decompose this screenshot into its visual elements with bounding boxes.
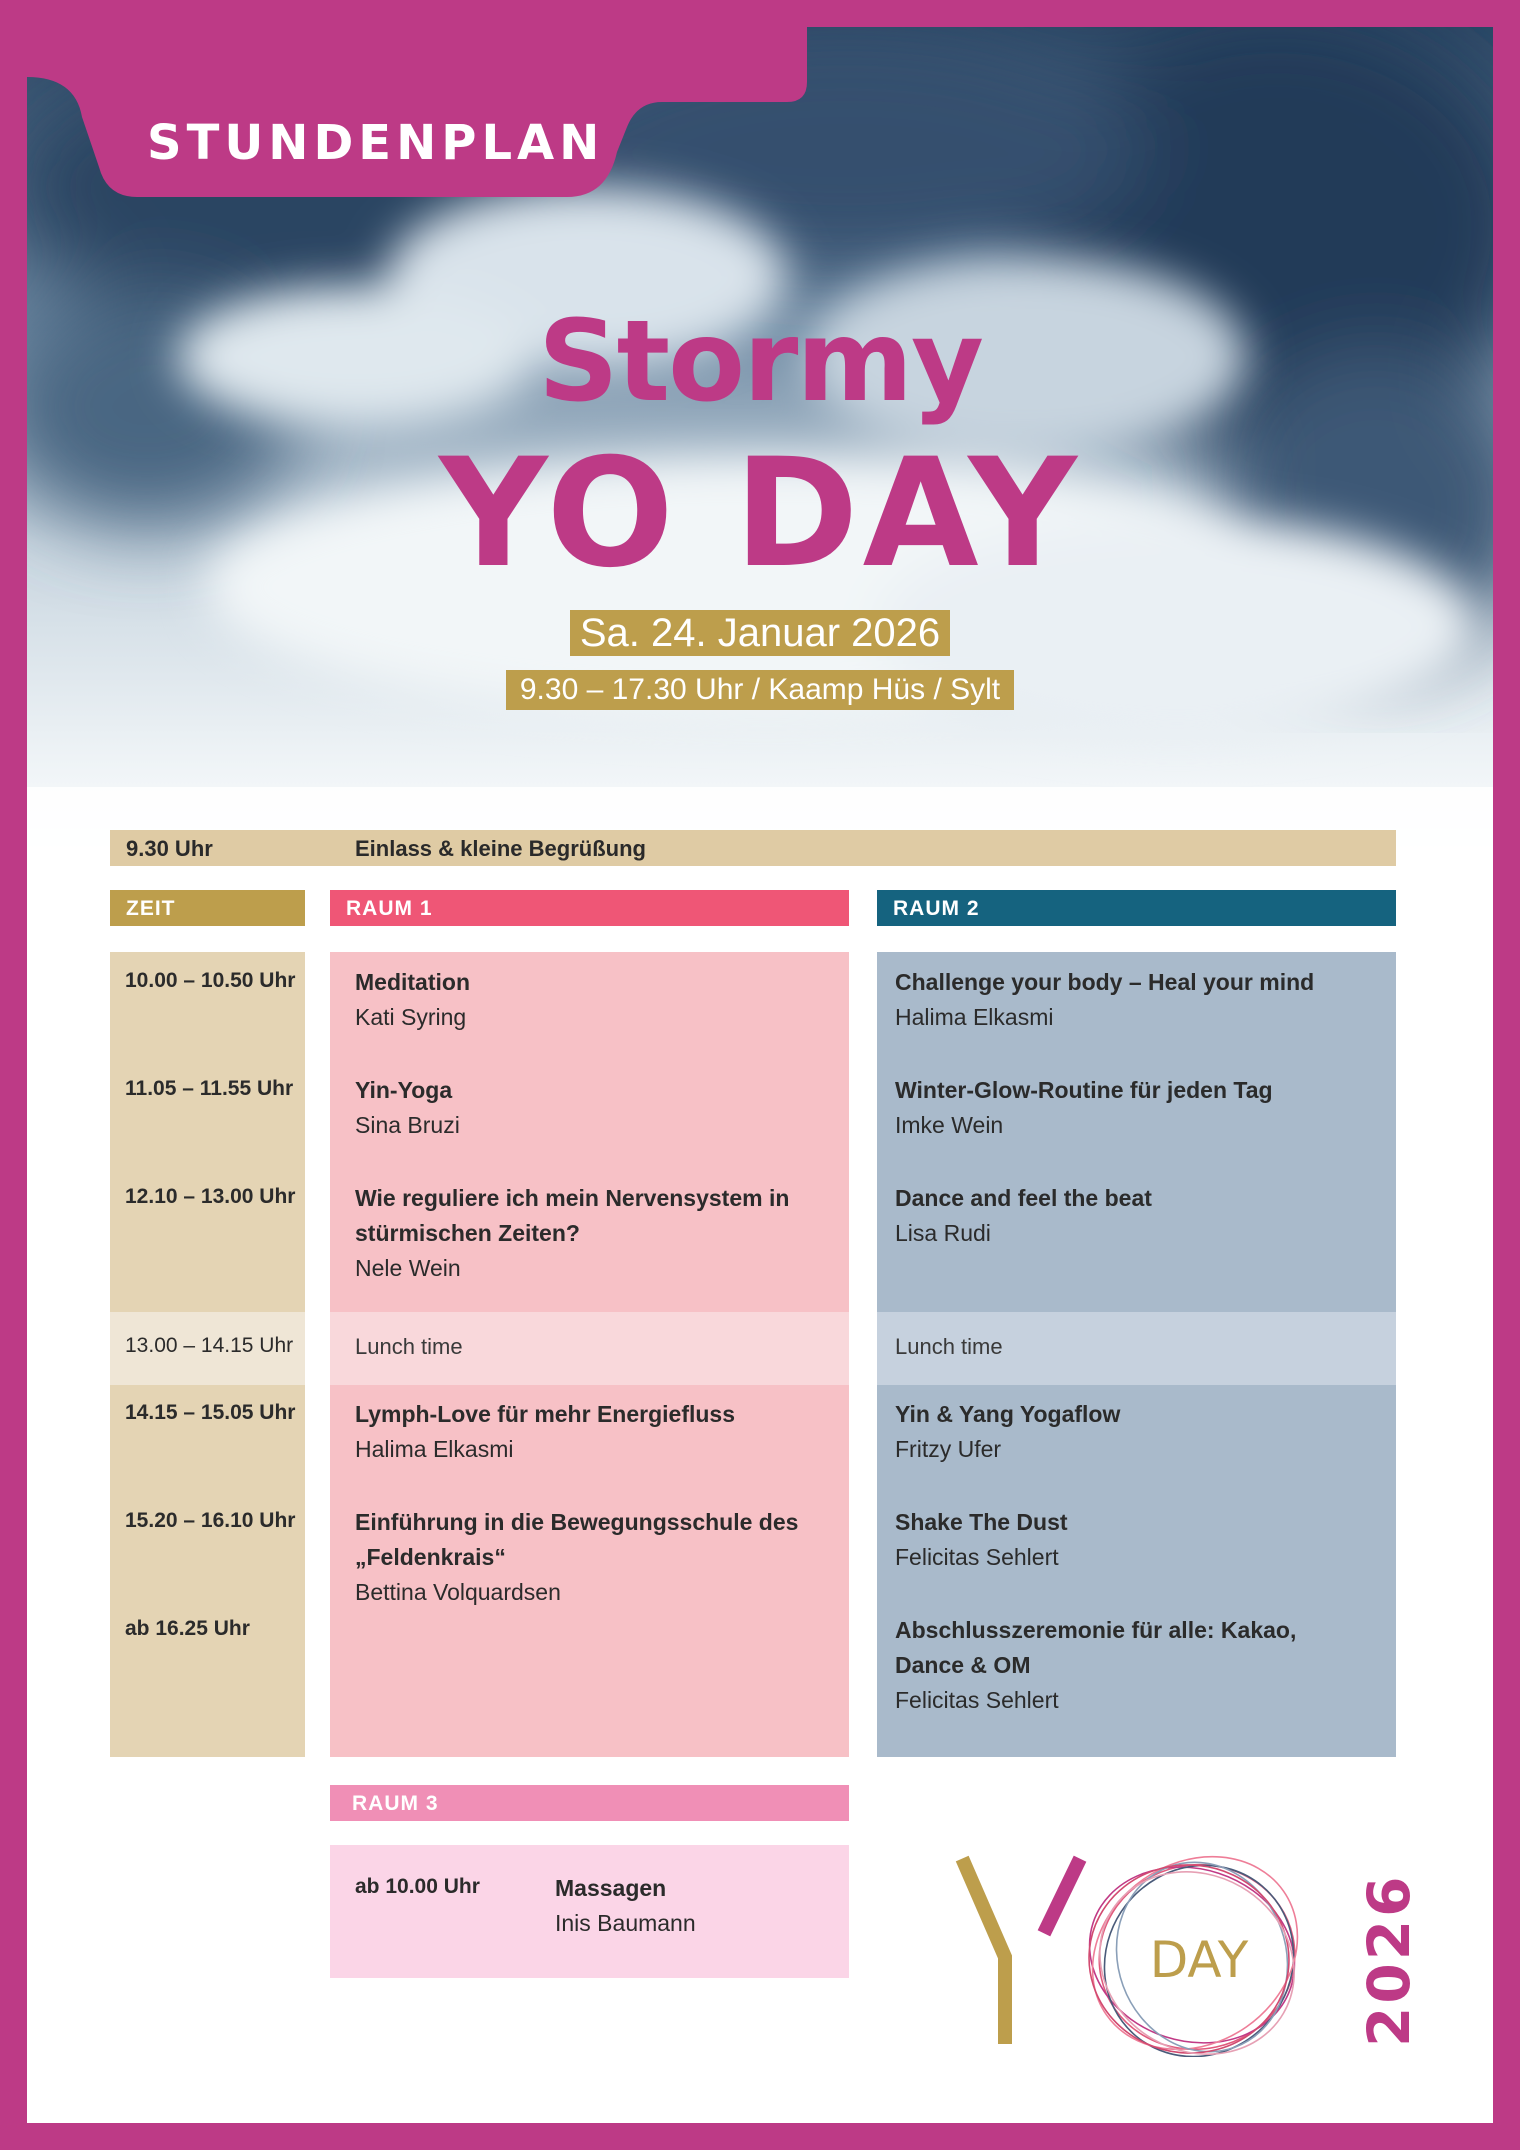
session-raum2-6 xyxy=(895,1613,1315,1718)
event-date: Sa. 24. Januar 2026 xyxy=(570,610,950,656)
session-teacher: Inis Baumann xyxy=(555,1910,696,1936)
session-raum2-3 xyxy=(895,1181,1390,1251)
raum3-time: ab 10.00 Uhr xyxy=(355,1875,480,1898)
lunch-raum1-label: Lunch time xyxy=(355,1334,463,1359)
session-title: Wie reguliere ich mein Nervensystem in stürmischen Zeiten? xyxy=(355,1185,790,1246)
session-teacher: Nele Wein xyxy=(355,1255,461,1281)
header-zeit: ZEIT xyxy=(110,890,305,926)
session-title: Meditation xyxy=(355,969,470,995)
session-teacher: Felicitas Sehlert xyxy=(895,1544,1059,1570)
session-title: Abschlusszeremonie für alle: Kakao, Dance & OM xyxy=(895,1617,1297,1678)
session-title: Yin-Yoga xyxy=(355,1077,453,1103)
session-teacher: Felicitas Sehlert xyxy=(895,1687,1059,1713)
raum3-box xyxy=(330,1845,849,1978)
session-title: Yin & Yang Yogaflow xyxy=(895,1401,1121,1427)
session-raum2-4 xyxy=(895,1397,1390,1467)
lunch-raum1-row xyxy=(330,1312,849,1385)
stundenplan-tab-shape xyxy=(27,27,827,197)
session-title: Dance and feel the beat xyxy=(895,1185,1152,1211)
session-raum1-3 xyxy=(355,1181,825,1286)
logo-day-text: DAY xyxy=(1149,1931,1249,1989)
session-teacher: Sina Bruzi xyxy=(355,1112,460,1138)
lunch-raum2-label: Lunch time xyxy=(895,1334,1003,1359)
lunch-raum2-row xyxy=(877,1312,1396,1385)
session-teacher: Imke Wein xyxy=(895,1112,1004,1138)
session-raum1-2 xyxy=(355,1073,825,1143)
yo-day-2026-logo xyxy=(927,1837,1447,2057)
session-teacher: Halima Elkasmi xyxy=(355,1436,514,1462)
session-raum1-5 xyxy=(355,1505,825,1610)
session-title: Einführung in die Bewegungsschule des „Feldenkrais“ xyxy=(355,1509,799,1570)
event-time-location: 9.30 – 17.30 Uhr / Kaamp Hüs / Sylt xyxy=(506,670,1014,710)
session-title: Massagen xyxy=(555,1875,667,1901)
einlass-time: 9.30 Uhr xyxy=(126,836,213,861)
session-teacher: Bettina Volquardsen xyxy=(355,1579,561,1605)
session-title: Lymph-Love für mehr Energiefluss xyxy=(355,1401,735,1427)
header-raum3: RAUM 3 xyxy=(330,1785,849,1821)
time-slot: 12.10 – 13.00 Uhr xyxy=(125,1185,296,1208)
header-raum2: RAUM 2 xyxy=(877,890,1396,926)
session-raum2-5 xyxy=(895,1505,1390,1575)
session-teacher: Kati Syring xyxy=(355,1004,467,1030)
session-title: Challenge your body – Heal your mind xyxy=(895,969,1315,995)
einlass-text: Einlass & kleine Begrüßung xyxy=(355,836,646,861)
session-title: Shake The Dust xyxy=(895,1509,1068,1535)
title-stormy: Stormy xyxy=(537,297,983,427)
poster-page xyxy=(27,27,1493,2123)
time-slot: 14.15 – 15.05 Uhr xyxy=(125,1401,296,1424)
session-teacher: Halima Elkasmi xyxy=(895,1004,1054,1030)
header-raum1: RAUM 1 xyxy=(330,890,849,926)
session-teacher: Lisa Rudi xyxy=(895,1220,991,1246)
session-raum3 xyxy=(555,1871,696,1941)
time-slot: 10.00 – 10.50 Uhr xyxy=(125,969,296,992)
session-raum2-1 xyxy=(895,965,1390,1035)
time-slot-lunch: 13.00 – 14.15 Uhr xyxy=(125,1334,294,1357)
time-slot: 15.20 – 16.10 Uhr xyxy=(125,1509,296,1532)
session-raum1-1 xyxy=(355,965,825,1035)
time-slot: 11.05 – 11.55 Uhr xyxy=(125,1077,294,1100)
session-title: Winter-Glow-Routine für jeden Tag xyxy=(895,1077,1273,1103)
logo-year-text: 2026 xyxy=(1355,1873,1423,2047)
time-slot: ab 16.25 Uhr xyxy=(125,1617,250,1640)
session-raum2-2 xyxy=(895,1073,1390,1143)
einlass-bar xyxy=(110,830,1396,866)
title-yo-day: YO DAY xyxy=(439,427,1081,601)
stundenplan-label: STUNDENPLAN xyxy=(147,115,605,171)
session-raum1-4 xyxy=(355,1397,825,1467)
session-teacher: Fritzy Ufer xyxy=(895,1436,1002,1462)
